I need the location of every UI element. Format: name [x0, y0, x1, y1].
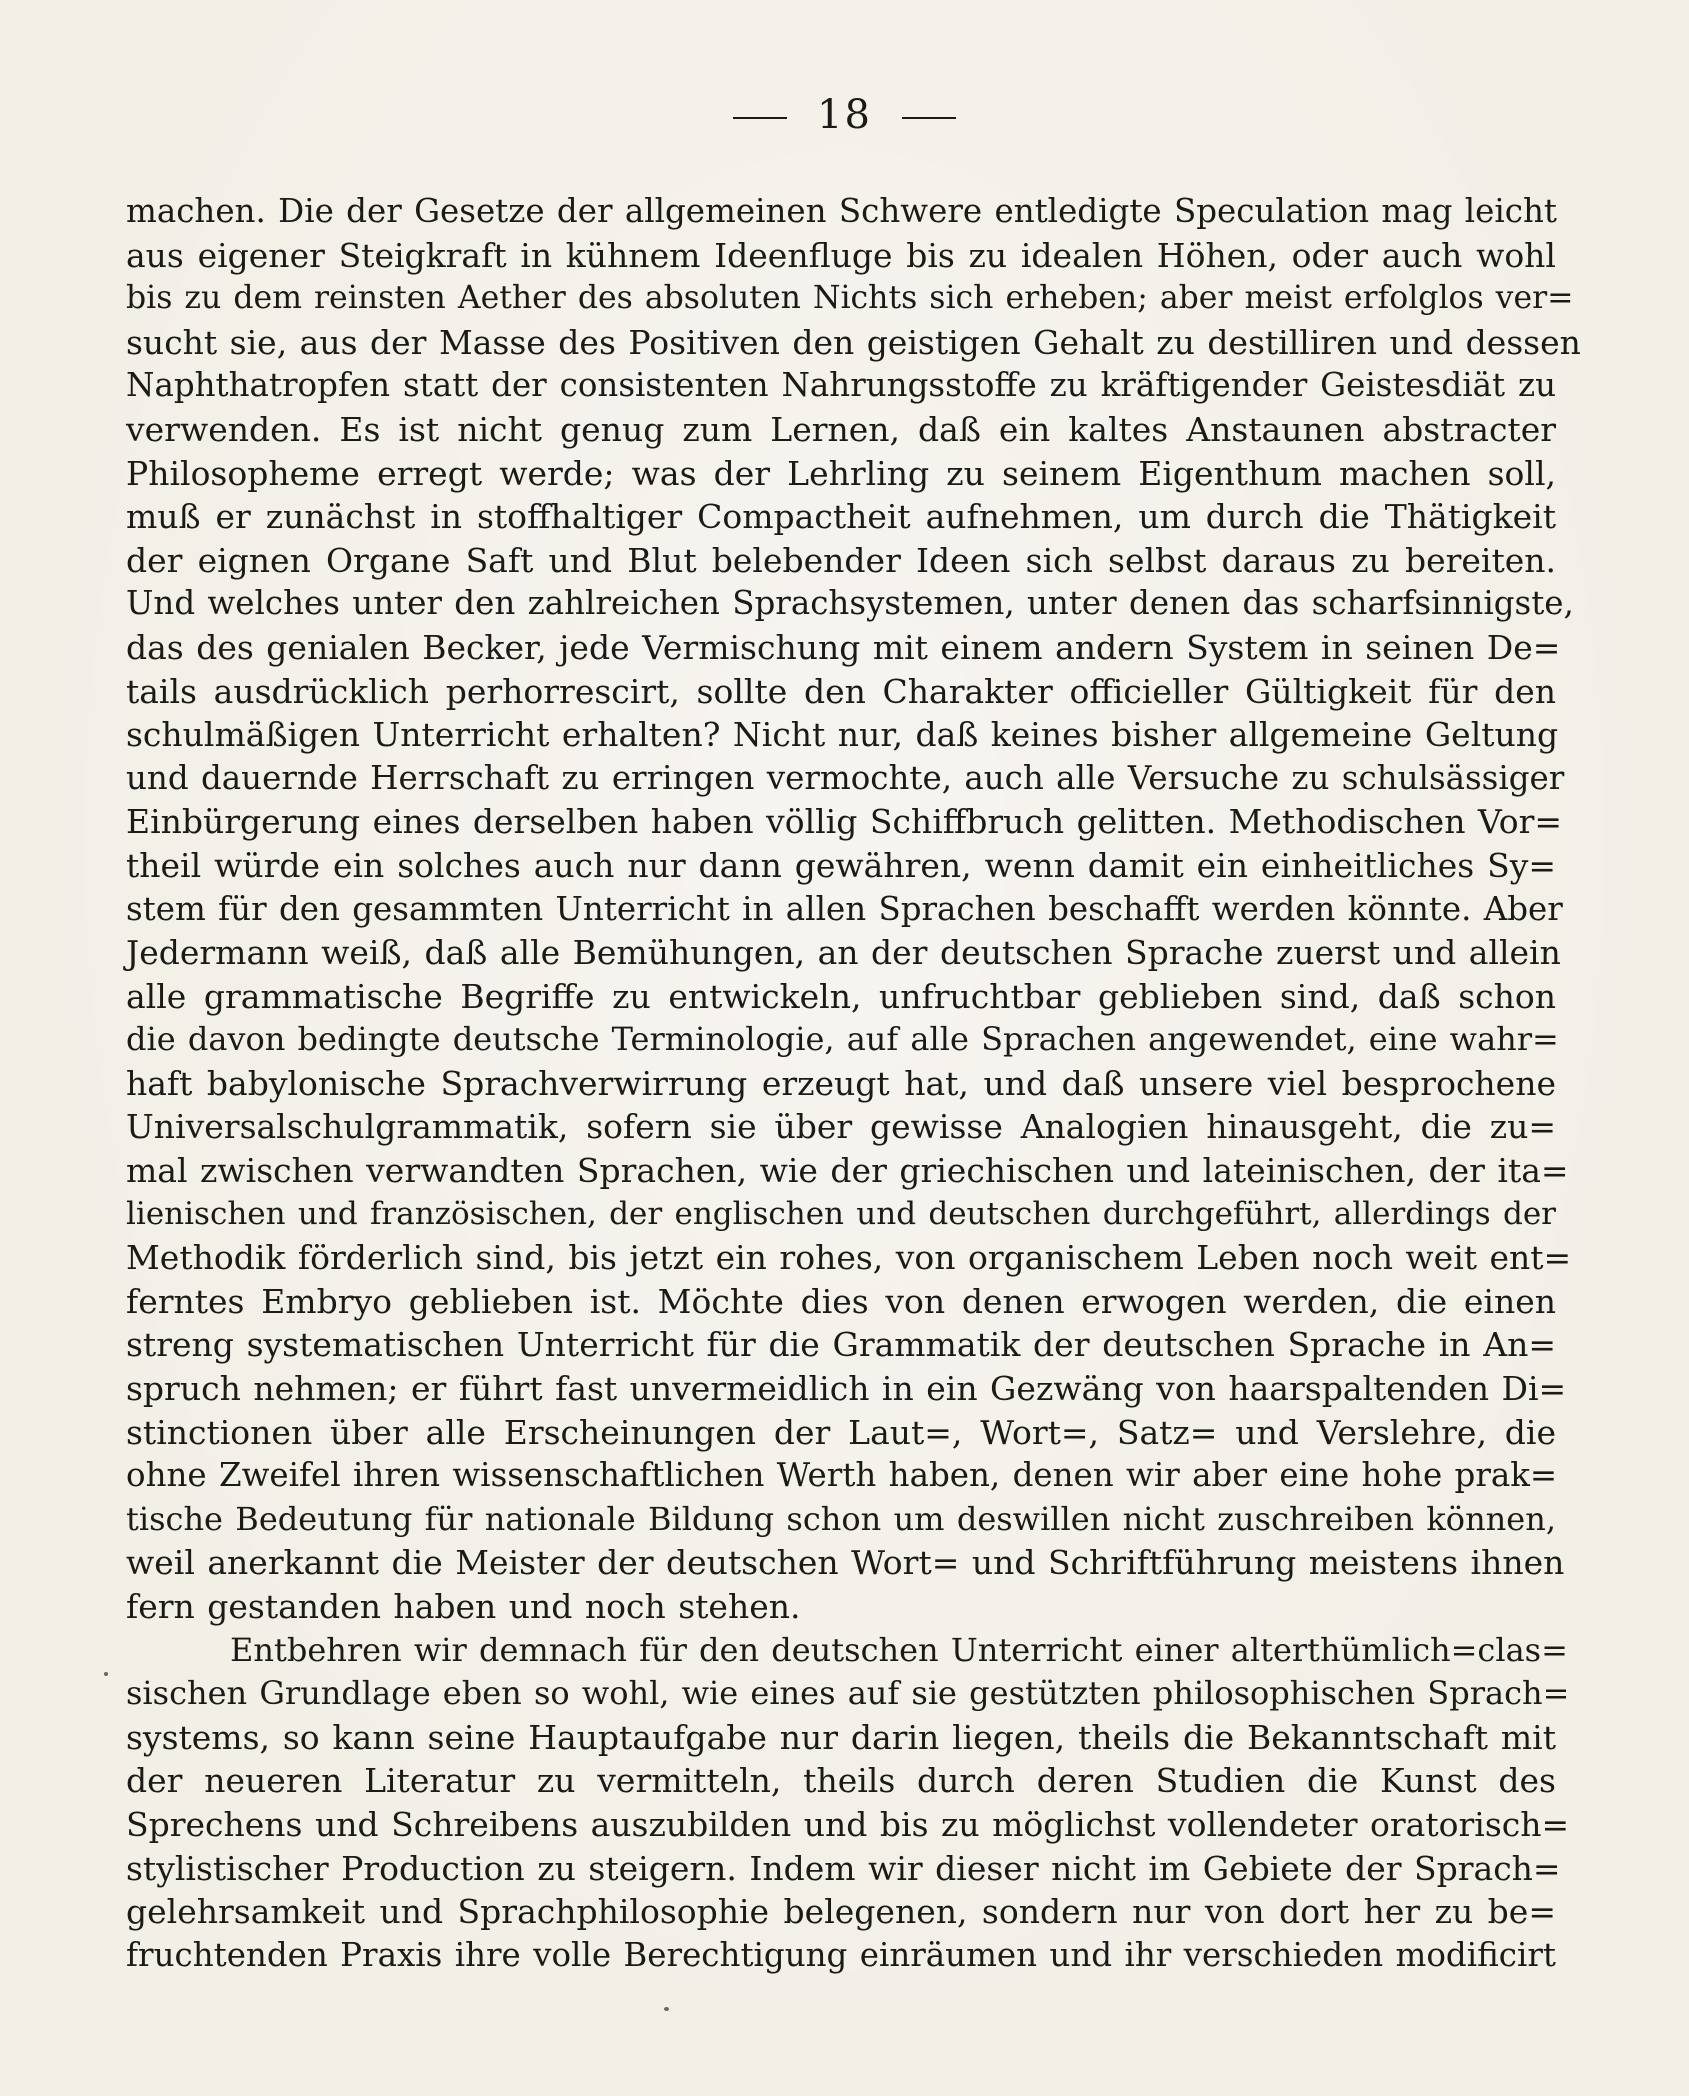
text-line: mal zwischen verwandten Sprachen, wie der griechischen und lateinischen, der ita= [126, 1151, 1569, 1191]
text-line: und dauernde Herrschaft zu erringen vermochte, auch alle Versuche zu schulsässiger [126, 758, 1565, 797]
text-line: tische Bedeutung für nationale Bildung schon um deswillen nicht zuschreiben können, [126, 1499, 1556, 1538]
text-line: lienischen und französischen, der englischen und deutschen durchgeführt, allerdings der [126, 1195, 1556, 1232]
body-text [126, 190, 1581, 1977]
text-line: haft babylonische Sprachverwirrung erzeugt hat, und daß unsere viel besprochene [126, 1063, 1556, 1103]
text-line: bis zu dem reinsten Aether des absoluten Nichts sich erheben; aber meist erfolglos ver= [126, 280, 1574, 317]
text-line: die davon bedingte deutsche Terminologie, auf alle Sprachen angewendet, eine wahr= [126, 1020, 1559, 1059]
text-line: fruchtenden Praxis ihre volle Berechtigung einräumen und ihr verschieden modificirt [126, 1935, 1556, 1974]
text-line: Und welches unter den zahlreichen Sprachsystemen, unter denen das scharfsinnigste, [126, 584, 1574, 623]
text-line: Methodik förderlich sind, bis jetzt ein rohes, von organischem Leben noch weit ent= [126, 1238, 1572, 1278]
text-line: Universalschulgrammatik, sofern sie über gewisse Analogien hinausgeht, die zu= [126, 1107, 1556, 1147]
text-line: alle grammatische Begriffe zu entwickeln, unfruchtbar geblieben sind, daß schon [126, 976, 1556, 1016]
page-header [0, 92, 1689, 138]
ink-speck [104, 1672, 108, 1676]
page-number: 18 [817, 92, 872, 138]
text-line: Philosopheme erregt werde; was der Lehrling zu seinem Eigenthum machen soll, [126, 453, 1556, 493]
text-line: muß er zunächst in stoffhaltiger Compactheit aufnehmen, um durch die Thätigkeit [126, 497, 1556, 537]
text-line: stem für den gesammten Unterricht in allen Sprachen beschafft werden könnte. Aber [126, 889, 1563, 928]
header-dash-left [733, 117, 787, 119]
text-line: Sprechens und Schreibens auszubilden und bis zu möglichst vollendeter oratorisch= [126, 1804, 1570, 1844]
text-line: stylistischer Production zu steigern. Indem wir dieser nicht im Gebiete der Sprach= [126, 1848, 1561, 1888]
text-line: der neueren Literatur zu vermitteln, theils durch deren Studien die Kunst des [126, 1761, 1556, 1801]
header-dash-right [902, 117, 956, 119]
text-line: Naphthatropfen statt der consistenten Nahrungsstoffe zu kräftigender Geistesdiät zu [126, 366, 1556, 405]
text-line: schulmäßigen Unterricht erhalten? Nicht nur, daß keines bisher allgemeine Geltung [126, 715, 1559, 755]
text-line: spruch nehmen; er führt fast unvermeidlich in ein Gezwäng von haarspaltenden Di= [126, 1369, 1567, 1409]
text-line: ferntes Embryo geblieben ist. Möchte dies von denen erwogen werden, die einen [126, 1281, 1556, 1321]
text-line: stinctionen über alle Erscheinungen der Laut=, Wort=, Satz= und Verslehre, die [126, 1412, 1556, 1452]
text-line: tails ausdrücklich perhorrescirt, sollte den Charakter officieller Gültigkeit für den [126, 671, 1556, 711]
text-line: der eignen Organe Saft und Blut belebender Ideen sich selbst daraus zu bereiten. [126, 540, 1556, 580]
text-line: Jedermann weiß, daß alle Bemühungen, an der deutschen Sprache zuerst und allein [126, 933, 1561, 973]
text-line: aus eigener Steigkraft in kühnem Ideenfluge bis zu idealen Höhen, oder auch wohl [126, 235, 1556, 275]
text-line: systems, so kann seine Hauptaufgabe nur darin liegen, theils die Bekanntschaft mit [126, 1717, 1556, 1757]
text-line: sucht sie, aus der Masse des Positiven den geistigen Gehalt zu destilliren und dessen [126, 322, 1581, 362]
ink-speck [664, 2007, 669, 2011]
text-line: das des genialen Becker, jede Vermischung mit einem andern System in seinen De= [126, 627, 1561, 667]
text-line: theil würde ein solches auch nur dann gewähren, wenn damit ein einheitliches Sy= [126, 845, 1556, 885]
text-line: fern gestanden haben und noch stehen. [126, 1587, 801, 1626]
text-line: gelehrsamkeit und Sprachphilosophie belegenen, sondern nur von dort her zu be= [126, 1892, 1556, 1932]
text-line: Entbehren wir demnach für den deutschen Unterricht einer alterthümlich=clas= [230, 1630, 1568, 1669]
paragraph-1 [126, 190, 1581, 1629]
text-line: streng systematischen Unterricht für die Grammatik der deutschen Sprache in An= [126, 1325, 1556, 1365]
paragraph-2 [126, 1629, 1570, 1978]
text-line: sischen Grundlage eben so wohl, wie eines auf sie gestützten philosophischen Sprach= [126, 1674, 1570, 1713]
text-line: weil anerkannt die Meister der deutschen Wort= und Schriftführung meistens ihnen [126, 1543, 1565, 1583]
text-line: machen. Die der Gesetze der allgemeinen Schwere entledigte Speculation mag leicht [126, 192, 1557, 230]
text-line: verwenden. Es ist nicht genug zum Lernen, daß ein kaltes Anstaunen abstracter [126, 409, 1556, 449]
text-line: ohne Zweifel ihren wissenschaftlichen Werth haben, denen wir aber eine hohe prak= [126, 1456, 1558, 1495]
text-line: Einbürgerung eines derselben haben völlig Schiffbruch gelitten. Methodischen Vor= [126, 802, 1563, 842]
